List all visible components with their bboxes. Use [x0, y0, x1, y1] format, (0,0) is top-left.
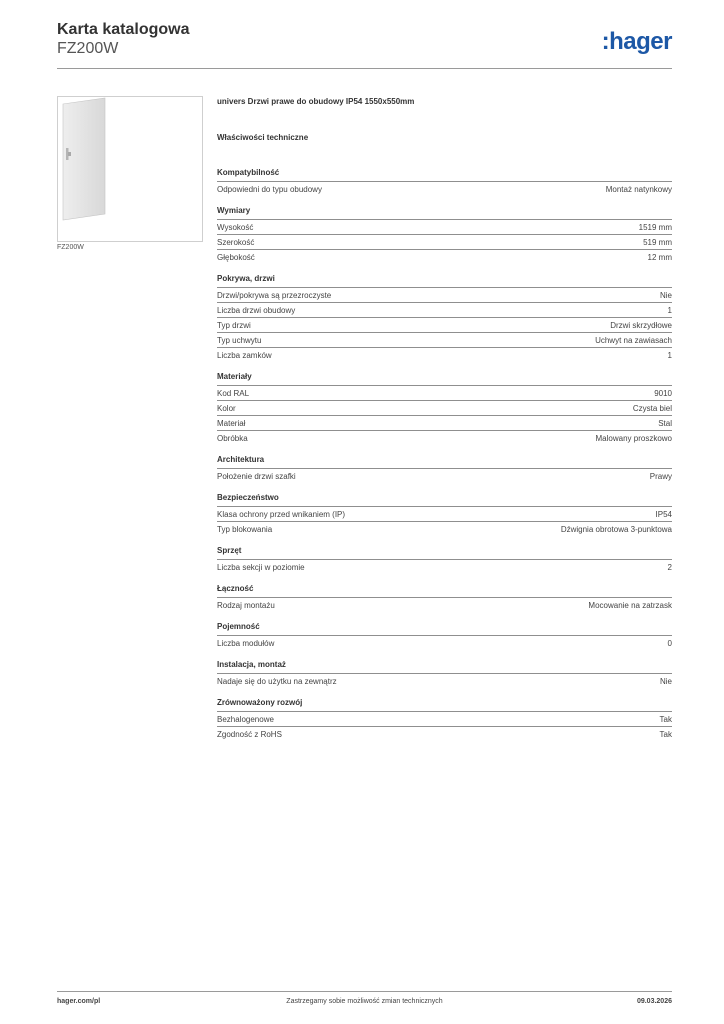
spec-label: Liczba zamków: [217, 351, 272, 360]
spec-row: [217, 302, 672, 317]
spec-row: [217, 287, 672, 302]
section-heading: Materiały: [217, 372, 252, 381]
spec-value: Prawy: [649, 472, 672, 481]
spec-value: Nie: [659, 677, 672, 686]
spec-value: 1: [667, 351, 672, 360]
spec-row: [217, 332, 672, 347]
section-heading: Zrównoważony rozwój: [217, 698, 303, 707]
spec-value: 9010: [654, 389, 672, 398]
spec-row: [217, 521, 672, 536]
product-code: FZ200W: [57, 40, 119, 57]
spec-label: Drzwi/pokrywa są przezroczyste: [217, 291, 332, 300]
spec-content: [217, 96, 672, 741]
spec-value: Tak: [659, 715, 672, 724]
spec-label: Kod RAL: [217, 389, 250, 398]
spec-label: Typ drzwi: [217, 321, 251, 330]
spec-label: Kolor: [217, 404, 236, 413]
spec-value: Czysta biel: [632, 404, 672, 413]
document-title: Karta katalogowa: [57, 21, 190, 38]
spec-value: 1: [667, 306, 672, 315]
spec-value: Dźwignia obrotowa 3-punktowa: [560, 525, 672, 534]
header-divider: [57, 68, 672, 69]
spec-label: Liczba drzwi obudowy: [217, 306, 296, 315]
spec-label: Głębokość: [217, 253, 255, 262]
image-caption: FZ200W: [57, 244, 84, 251]
spec-value: Drzwi skrzydłowe: [610, 321, 672, 330]
spec-value: Uchwyt na zawiasach: [595, 336, 672, 345]
section-heading: Wymiary: [217, 206, 251, 215]
spec-value: Montaż natynkowy: [605, 185, 672, 194]
spec-row: [217, 347, 672, 362]
spec-value: IP54: [655, 510, 672, 519]
document-header: [57, 20, 189, 58]
spec-row: [217, 468, 672, 483]
spec-value: Stal: [658, 419, 672, 428]
spec-label: Liczba sekcji w poziomie: [217, 563, 305, 572]
spec-row: [217, 234, 672, 249]
section-heading: Architektura: [217, 455, 265, 464]
spec-label: Materiał: [217, 419, 246, 428]
spec-value: 1519 mm: [638, 223, 672, 232]
spec-value: Malowany proszkowo: [595, 434, 672, 443]
spec-row: [217, 711, 672, 726]
section-heading: Pokrywa, drzwi: [217, 274, 275, 283]
spec-value: 2: [667, 563, 672, 572]
section-heading: Sprzęt: [217, 546, 242, 555]
hager-logo: :hager: [601, 28, 672, 55]
spec-label: Typ blokowania: [217, 525, 273, 534]
spec-row: [217, 249, 672, 264]
section-heading: Łączność: [217, 584, 254, 593]
spec-row: [217, 597, 672, 612]
spec-label: Typ uchwytu: [217, 336, 262, 345]
spec-row: [217, 415, 672, 430]
spec-value: 519 mm: [643, 238, 672, 247]
spec-row: [217, 181, 672, 196]
spec-label: Obróbka: [217, 434, 248, 443]
spec-row: [217, 385, 672, 400]
spec-value: Mocowanie na zatrzask: [588, 601, 672, 610]
section-heading: Pojemność: [217, 622, 260, 631]
spec-label: Liczba modułów: [217, 639, 275, 648]
spec-value: Nie: [659, 291, 672, 300]
spec-label: Odpowiedni do typu obudowy: [217, 185, 322, 194]
spec-label: Zgodność z RoHS: [217, 730, 282, 739]
section-heading: Kompatybilność: [217, 168, 280, 177]
product-description: univers Drzwi prawe do obudowy IP54 1550x550mm: [217, 97, 415, 106]
spec-row: [217, 317, 672, 332]
spec-value: 0: [667, 639, 672, 648]
spec-value: 12 mm: [647, 253, 672, 262]
spec-row: [217, 635, 672, 650]
spec-label: Położenie drzwi szafki: [217, 472, 296, 481]
spec-row: [217, 400, 672, 415]
footer: [57, 998, 672, 1010]
spec-label: Nadaje się do użytku na zewnątrz: [217, 677, 337, 686]
spec-label: Rodzaj montażu: [217, 601, 275, 610]
section-heading: Instalacja, montaż: [217, 660, 286, 669]
spec-row: [217, 673, 672, 688]
product-image: [57, 96, 203, 242]
footer-website: hager.com/pl: [57, 998, 101, 1005]
section-heading: Bezpieczeństwo: [217, 493, 279, 502]
spec-row: [217, 559, 672, 574]
spec-label: Klasa ochrony przed wnikaniem (IP): [217, 510, 346, 519]
footer-date: 09.03.2026: [636, 998, 672, 1005]
door-panel-icon: [58, 97, 202, 241]
spec-row: [217, 726, 672, 741]
footer-notice: Zastrzegamy sobie możliwość zmian technicznych: [286, 998, 443, 1005]
spec-label: Wysokość: [217, 223, 254, 232]
spec-row: [217, 219, 672, 234]
spec-label: Bezhalogenowe: [217, 715, 274, 724]
spec-label: Szerokość: [217, 238, 255, 247]
footer-divider: [57, 991, 672, 992]
spec-row: [217, 506, 672, 521]
spec-row: [217, 430, 672, 445]
tech-properties-heading: Właściwości techniczne: [217, 133, 309, 142]
spec-value: Tak: [659, 730, 672, 739]
spec-sections: [217, 158, 672, 741]
